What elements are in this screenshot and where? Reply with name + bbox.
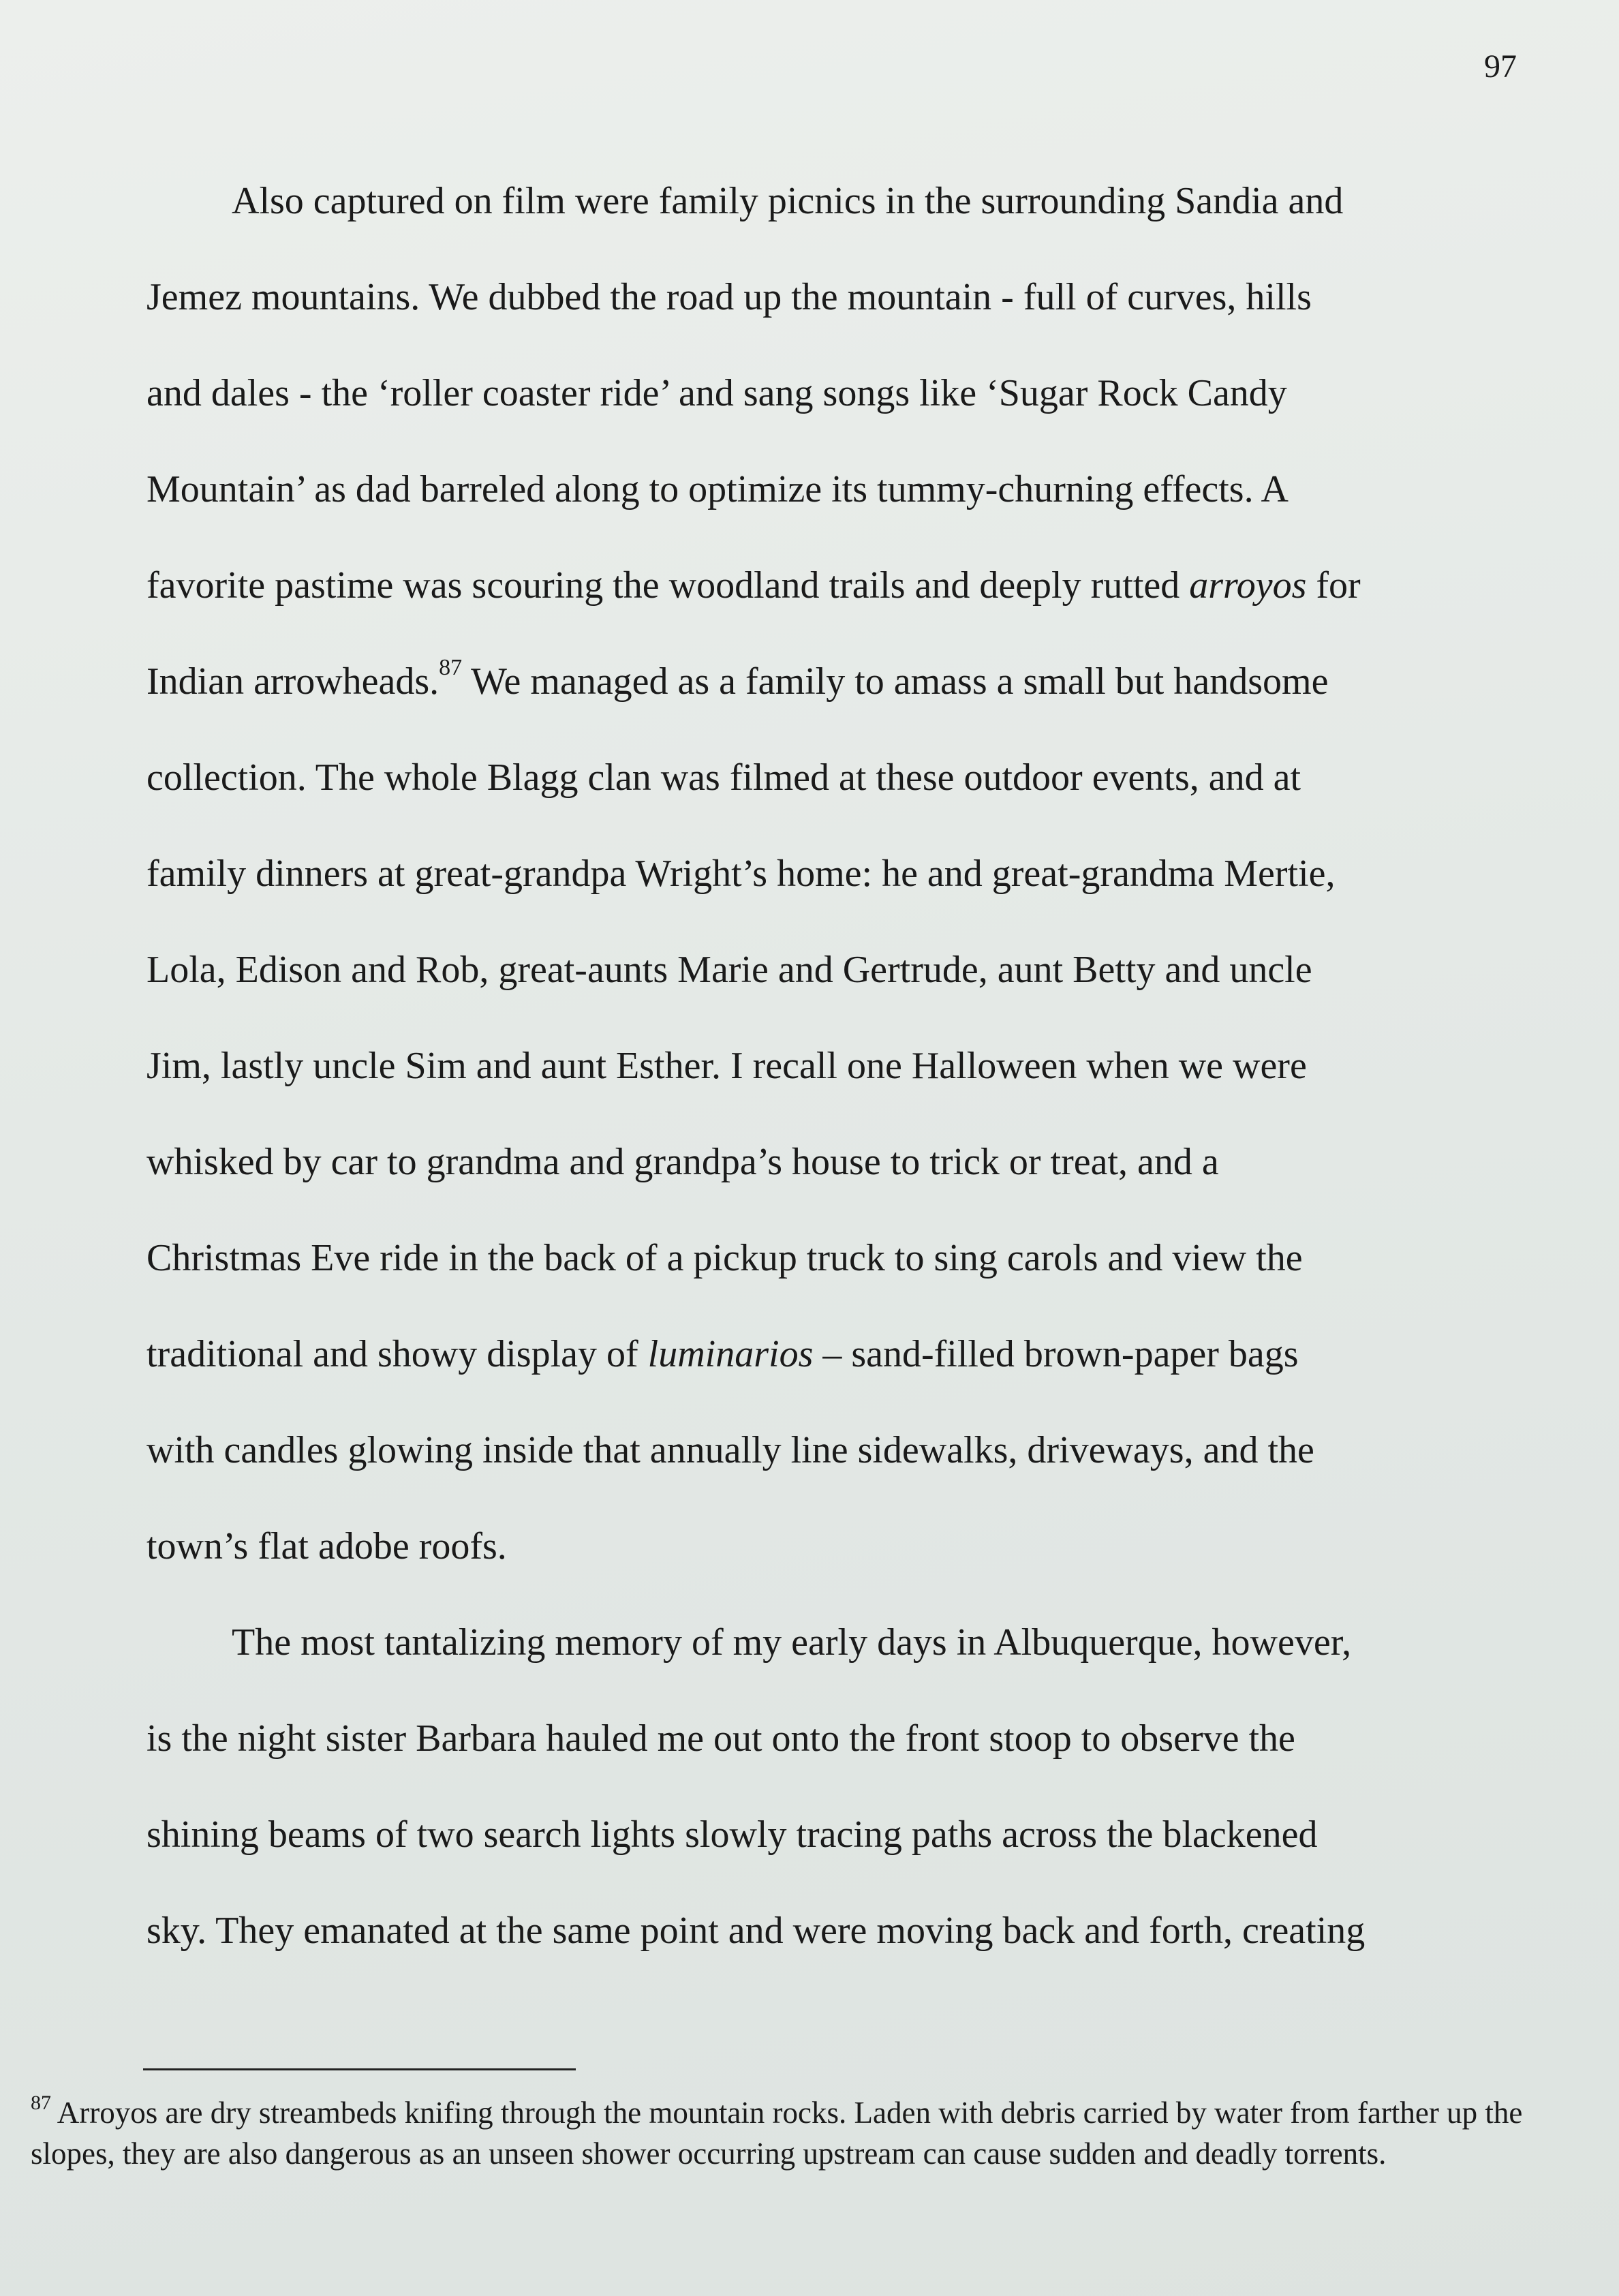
text-line: collection. The whole Blagg clan was filmed at these outdoor events, and at [147,756,1301,799]
text-line: and dales - the ‘roller coaster ride’ and sang songs like ‘Sugar Rock Candy [147,372,1287,414]
text-segment: for [1316,564,1361,607]
text-line: whisked by car to grandma and grandpa’s house to trick or treat, and a [147,1141,1219,1183]
text-segment: favorite pastime was scouring the woodland trails and deeply rutted [147,564,1180,607]
footnote-text: Arroyos are dry streambeds knifing through the mountain rocks. Laden with debris carried by water from farther up the slopes, they are also dangerous as an unseen shower occurring upstream can cause sudden and deadly torrents. [31,2096,1523,2171]
footnote-marker: 87 [31,2092,51,2114]
italic-term: luminarios [647,1333,814,1375]
text-line: Jim, lastly uncle Sim and aunt Esther. I recall one Halloween when we were [147,1045,1307,1087]
footnote [31,2092,1564,2174]
text-line: Lola, Edison and Rob, great-aunts Marie and Gertrude, aunt Betty and uncle [147,949,1312,991]
body-text [147,153,1509,1979]
text-line [147,634,1509,730]
text-line [147,1306,1509,1403]
text-line: shining beams of two search lights slowly tracing paths across the blackened [147,1813,1318,1856]
text-line: Jemez mountains. We dubbed the road up the mountain - full of curves, hills [147,276,1312,318]
footnote-reference: 87 [439,655,463,680]
text-line: town’s flat adobe roofs. [147,1525,507,1567]
text-line: Also captured on film were family picnics in the surrounding Sandia and [232,180,1344,222]
italic-term: arroyos [1189,564,1307,607]
text-line: sky. They emanated at the same point and were moving back and forth, creating [147,1910,1366,1952]
text-segment: – sand-filled brown-paper bags [822,1333,1299,1375]
page-number: 97 [1484,48,1517,85]
text-line: is the night sister Barbara hauled me out onto the front stoop to observe the [147,1717,1295,1760]
text-line: Christmas Eve ride in the back of a pickup truck to sing carols and view the [147,1237,1303,1279]
text-segment: Indian arrowheads. [147,660,440,703]
text-line: The most tantalizing memory of my early days in Albuquerque, however, [232,1621,1352,1664]
footnote-separator [143,2068,576,2070]
text-line: family dinners at great-grandpa Wright’s home: he and great-grandma Mertie, [147,853,1336,895]
text-segment: We managed as a family to amass a small but handsome [471,660,1329,703]
text-segment: traditional and showy display of [147,1333,638,1375]
text-line: with candles glowing inside that annually line sidewalks, driveways, and the [147,1429,1314,1471]
text-line [147,538,1509,634]
text-line: Mountain’ as dad barreled along to optimize its tummy-churning effects. A [147,468,1289,510]
